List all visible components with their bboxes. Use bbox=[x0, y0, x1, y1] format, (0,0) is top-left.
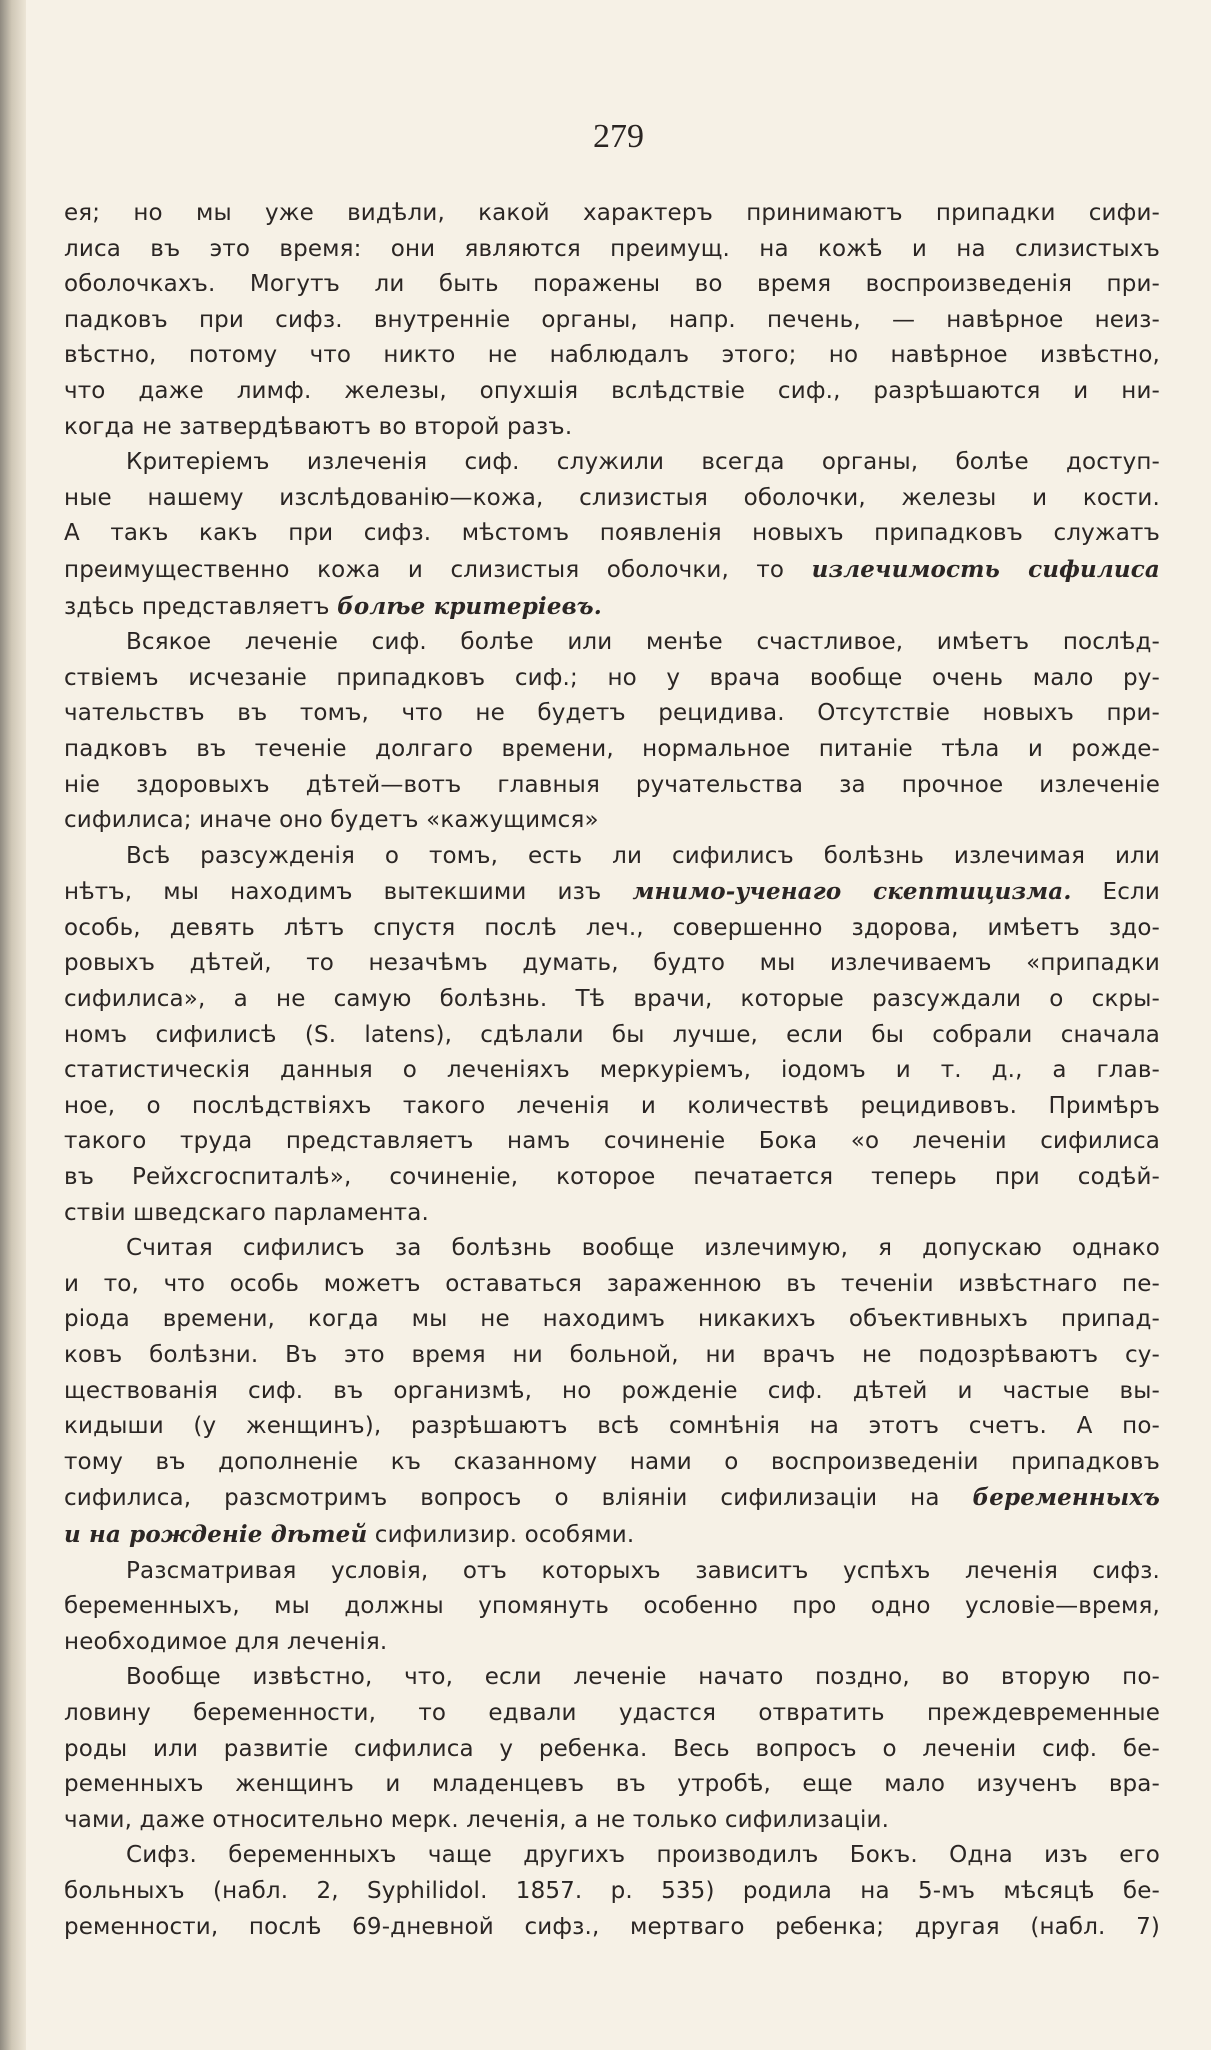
text-run: Считая сифилисъ за болѣзнь вообще излечимую, я допускаю однако bbox=[126, 1235, 1160, 1262]
text-run: статистическія данныя о леченіяхъ меркуріемъ, іодомъ и т. д., а глав- bbox=[64, 1057, 1160, 1084]
text-line bbox=[64, 1767, 1160, 1803]
text-line bbox=[64, 338, 1160, 374]
page-number: 279 bbox=[593, 118, 644, 155]
text-line bbox=[64, 1409, 1160, 1445]
text-run: падковъ въ теченіе долгаго времени, нормальное питаніе тѣла и рожде- bbox=[64, 735, 1160, 762]
text-run: вѣстно, потому что никто не наблюдалъ этого; но навѣрное извѣстно, bbox=[64, 342, 1160, 369]
emphasized-text: и на рожденіе дѣтей bbox=[64, 1520, 368, 1548]
text-line bbox=[64, 516, 1160, 552]
text-run: лиса въ это время: они являются преимущ. на кожѣ и на слизистыхъ bbox=[64, 235, 1160, 262]
text-line bbox=[64, 1089, 1160, 1125]
text-run: падковъ при сифз. внутренніе органы, напр. печень, — навѣрное неиз- bbox=[64, 306, 1160, 333]
text-line bbox=[64, 1018, 1160, 1054]
text-line bbox=[64, 267, 1160, 303]
text-run: ея; но мы уже видѣли, какой характеръ принимаютъ припадки сифи- bbox=[64, 200, 1160, 226]
text-line bbox=[64, 1480, 1160, 1517]
text-run: сифилиса, разсмотримъ вопросъ о вліяніи сифилизаціи на bbox=[64, 1485, 973, 1512]
text-run: Сифз. беременныхъ чаще другихъ производилъ Бокъ. Одна изъ его bbox=[126, 1842, 1160, 1869]
text-run: сифилизир. особями. bbox=[367, 1521, 635, 1548]
text-run: Разсматривая условія, отъ которыхъ зависитъ успѣхъ леченія сифз. bbox=[126, 1557, 1160, 1584]
text-run: ременности, послѣ 69-дневной сифз., мертваго ребенка; другая (набл. 7) bbox=[64, 1913, 1160, 1940]
text-run: и то, что особь можетъ оставаться зараженною въ теченіи извѣстнаго пе- bbox=[64, 1270, 1160, 1297]
emphasized-text: беременныхъ bbox=[972, 1484, 1160, 1512]
text-run: ніе здоровыхъ дѣтей—вотъ главныя ручательства за прочное излеченіе bbox=[64, 771, 1160, 798]
text-run: ществованія сиф. въ организмѣ, но рожденіе сиф. дѣтей и частые вы- bbox=[64, 1377, 1160, 1404]
text-run: ровыхъ дѣтей, то незачѣмъ думать, будто мы излечиваемъ «припадки bbox=[64, 950, 1160, 977]
text-line bbox=[64, 196, 1160, 232]
text-line bbox=[64, 946, 1160, 982]
emphasized-text: мнимо-ученаго скептицизма. bbox=[632, 878, 1072, 906]
text-run: ствіи шведскаго парламента. bbox=[64, 1199, 429, 1226]
paragraph bbox=[64, 1660, 1160, 1838]
text-run: Критеріемъ излеченія сиф. служили всегда органы, болѣе доступ- bbox=[126, 449, 1160, 476]
text-run: чами, даже относительно мерк. леченія, а не только сифилизаціи. bbox=[64, 1806, 890, 1833]
text-line bbox=[64, 1302, 1160, 1338]
text-line bbox=[64, 303, 1160, 339]
text-line bbox=[64, 410, 1160, 446]
text-run: кидыши (у женщинъ), разрѣшаютъ всѣ сомнѣнія на этотъ счетъ. А по- bbox=[64, 1413, 1160, 1440]
text-run: оболочкахъ. Могутъ ли быть поражены во время воспроизведенія при- bbox=[64, 271, 1160, 298]
text-line bbox=[64, 839, 1160, 875]
book-gutter-shadow bbox=[0, 0, 26, 2050]
paragraph bbox=[64, 196, 1160, 445]
text-run: Если bbox=[1071, 879, 1160, 906]
text-line bbox=[64, 1589, 1160, 1625]
text-run: чательствъ въ томъ, что не будетъ рецидива. Отсутствіе новыхъ при- bbox=[64, 700, 1160, 727]
text-line bbox=[64, 1196, 1160, 1232]
book-page bbox=[26, 0, 1211, 2050]
text-run: нѣтъ, мы находимъ вытекшими изъ bbox=[64, 879, 633, 906]
text-line bbox=[64, 374, 1160, 410]
text-run: особь, девять лѣтъ спустя послѣ леч., совершенно здорова, имѣетъ здо- bbox=[64, 914, 1160, 941]
text-line bbox=[64, 1374, 1160, 1410]
text-run: больныхъ (набл. 2, Syphilidol. 1857. p. 535) родила на 5-мъ мѣсяцѣ бе- bbox=[64, 1877, 1160, 1904]
text-line bbox=[64, 696, 1160, 732]
paragraph bbox=[64, 1838, 1160, 1945]
text-run: роды или развитіе сифилиса у ребенка. Весь вопросъ о леченіи сиф. бе- bbox=[64, 1735, 1160, 1762]
text-line bbox=[64, 1053, 1160, 1089]
text-run: когда не затвердѣваютъ во второй разъ. bbox=[64, 413, 573, 440]
text-run: преимущественно кожа и слизистыя оболочки, то bbox=[64, 556, 812, 583]
text-run: беременныхъ, мы должны упомянуть особенно про одно условіе—время, bbox=[64, 1593, 1160, 1620]
emphasized-text: излечимость сифилиса bbox=[811, 555, 1160, 583]
text-line bbox=[64, 1910, 1160, 1946]
text-run: сифилиса», а не самую болѣзнь. Тѣ врачи, которые разсуждали о скры- bbox=[64, 986, 1160, 1013]
text-run: ловину беременности, то едвали удастся отвратить преждевременные bbox=[64, 1699, 1160, 1726]
text-line bbox=[64, 1124, 1160, 1160]
text-line bbox=[64, 481, 1160, 517]
paragraph bbox=[64, 839, 1160, 1232]
text-line bbox=[64, 1231, 1160, 1267]
text-line bbox=[64, 1625, 1160, 1661]
text-line bbox=[64, 1874, 1160, 1910]
text-line bbox=[64, 982, 1160, 1018]
text-run: тому въ дополненіе къ сказанному нами о воспроизведеніи припадковъ bbox=[64, 1448, 1160, 1475]
text-line bbox=[64, 732, 1160, 768]
text-run: необходимое для леченія. bbox=[64, 1628, 388, 1655]
paragraph bbox=[64, 1554, 1160, 1661]
text-line bbox=[64, 1803, 1160, 1839]
text-line bbox=[64, 552, 1160, 589]
text-run: ные нашему изслѣдованію—кожа, слизистыя оболочки, железы и кости. bbox=[64, 484, 1160, 511]
text-line bbox=[64, 1732, 1160, 1768]
text-line bbox=[64, 803, 1160, 839]
text-run: что даже лимф. железы, опухшія вслѣдствіе сиф., разрѣшаются и ни- bbox=[64, 377, 1160, 404]
text-run: ріода времени, когда мы не находимъ никакихъ объективныхъ припад- bbox=[64, 1306, 1160, 1333]
text-line bbox=[64, 1338, 1160, 1374]
text-line bbox=[64, 232, 1160, 268]
text-run: ковъ болѣзни. Въ это время ни больной, ни врачъ не подозрѣваютъ су- bbox=[64, 1342, 1160, 1368]
text-line bbox=[64, 1696, 1160, 1732]
text-run: сифилиса; иначе оно будетъ «кажущимся» bbox=[64, 807, 599, 834]
text-line bbox=[64, 1554, 1160, 1590]
text-run: Вообще извѣстно, что, если леченіе начато поздно, во вторую по- bbox=[126, 1664, 1160, 1691]
text-line bbox=[64, 1517, 1160, 1554]
text-run: ствіемъ исчезаніе припадковъ сиф.; но у врача вообще очень мало ру- bbox=[64, 664, 1160, 691]
paragraph bbox=[64, 445, 1160, 625]
text-line bbox=[64, 1660, 1160, 1696]
text-run: номъ сифилисѣ (S. latens), сдѣлали бы лучше, если бы собрали сначала bbox=[64, 1021, 1160, 1048]
text-run: ременныхъ женщинъ и младенцевъ въ утробѣ, еще мало изученъ вра- bbox=[64, 1771, 1160, 1798]
text-run: въ Рейхсгоспиталѣ», сочиненіе, которое печатается теперь при содѣй- bbox=[64, 1164, 1160, 1191]
emphasized-text: болѣе критеріевъ. bbox=[337, 592, 602, 620]
text-line bbox=[64, 911, 1160, 947]
text-run: здѣсь представляетъ bbox=[64, 593, 338, 620]
text-line bbox=[64, 445, 1160, 481]
paragraph bbox=[64, 1231, 1160, 1553]
text-run: Всякое леченіе сиф. болѣе или менѣе счастливое, имѣетъ послѣд- bbox=[126, 629, 1160, 656]
text-line bbox=[64, 1445, 1160, 1481]
text-run: ное, о послѣдствіяхъ такого леченія и количествѣ рецидивовъ. Примѣръ bbox=[64, 1092, 1160, 1119]
text-line bbox=[64, 1160, 1160, 1196]
text-run: А такъ какъ при сифз. мѣстомъ появленія новыхъ припадковъ служатъ bbox=[64, 520, 1160, 547]
text-run: такого труда представляетъ намъ сочиненіе Бока «о леченіи сифилиса bbox=[64, 1128, 1160, 1155]
text-line bbox=[64, 1267, 1160, 1303]
text-line bbox=[64, 874, 1160, 911]
text-line bbox=[64, 661, 1160, 697]
text-run: Всѣ разсужденія о томъ, есть ли сифилисъ болѣзнь излечимая или bbox=[126, 842, 1160, 869]
text-line bbox=[64, 768, 1160, 804]
text-line bbox=[64, 625, 1160, 661]
text-line bbox=[64, 589, 1160, 626]
page-body-text bbox=[64, 196, 1160, 1945]
text-line bbox=[64, 1838, 1160, 1874]
paragraph bbox=[64, 625, 1160, 839]
